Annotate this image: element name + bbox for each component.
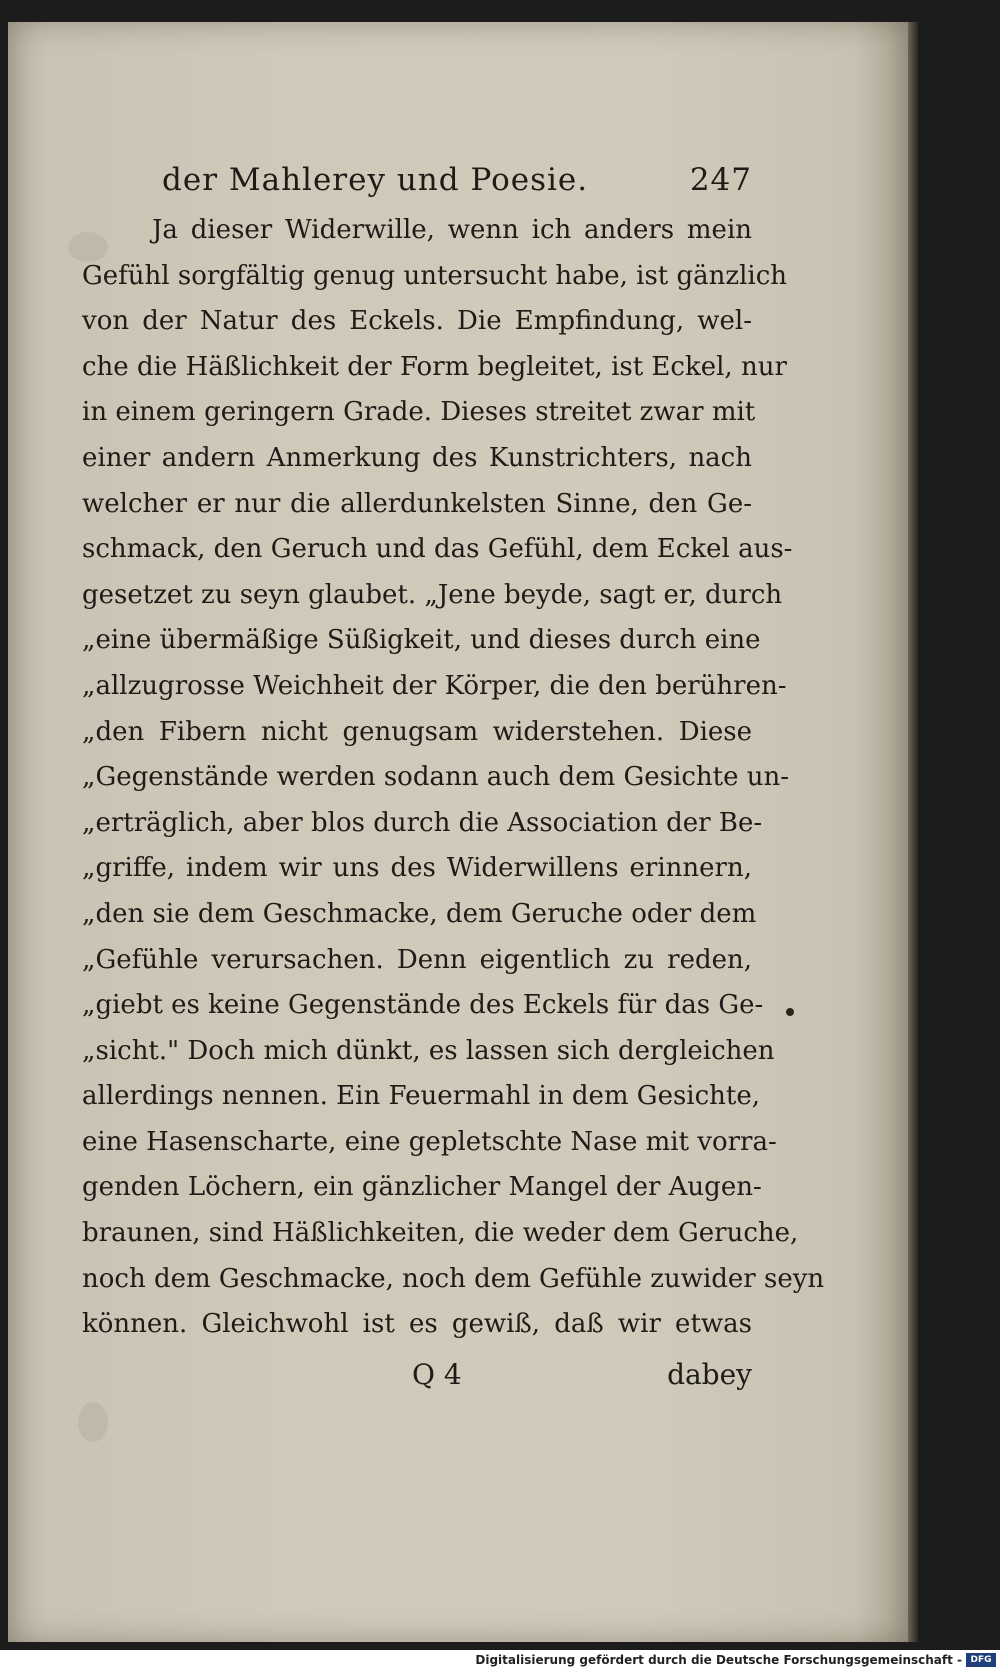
paper-stain	[78, 1402, 108, 1442]
text-line: eine Hasenscharte, eine gepletschte Nase mit vorra-	[82, 1126, 777, 1157]
text-line: noch dem Geschmacke, noch dem Gefühle zuwider seyn	[82, 1263, 825, 1294]
text-line: können. Gleichwohl ist es gewiß, daß wir etwas	[82, 1309, 752, 1340]
text-line: gesetzet zu seyn glaubet. „Jene beyde, sagt er, durch	[82, 579, 783, 610]
text-line: schmack, den Geruch und das Gefühl, dem Eckel aus-	[82, 534, 793, 565]
text-line: allerdings nennen. Ein Feuermahl in dem Gesichte,	[82, 1081, 761, 1112]
text-line: braunen, sind Häßlichkeiten, die weder dem Geruche,	[82, 1218, 799, 1249]
text-line: welcher er nur die allerdunkelsten Sinne, den Ge-	[82, 488, 752, 519]
text-line: „Gegenstände werden sodann auch dem Gesichte un-	[82, 762, 790, 793]
text-line: Ja dieser Widerwille, wenn ich anders mein	[152, 215, 752, 245]
credit-bar	[0, 1650, 1000, 1670]
text-line: genden Löchern, ein gänzlicher Mangel der Augen-	[82, 1172, 762, 1203]
signature-mark: Q 4	[412, 1357, 462, 1391]
text-line: „sicht." Doch mich dünkt, es lassen sich dergleichen	[82, 1035, 775, 1066]
page-text	[82, 160, 825, 1402]
text-line: „den sie dem Geschmacke, dem Geruche oder dem	[82, 898, 757, 929]
text-line: Gefühl sorgfältig genug untersucht habe, ist gänzlich	[82, 260, 788, 291]
text-line: che die Häßlichkeit der Form begleitet, ist Eckel, nur	[82, 351, 787, 382]
text-line: „Gefühle verursachen. Denn eigentlich zu reden,	[82, 944, 752, 975]
text-line: von der Natur des Eckels. Die Empfindung, wel-	[82, 306, 752, 337]
text-line: „allzugrosse Weichheit der Körper, die den berühren-	[82, 670, 787, 701]
text-line: einer andern Anmerkung des Kunstrichters, nach	[82, 442, 752, 473]
text-line: „griffe, indem wir uns des Widerwillens erinnern,	[82, 853, 752, 884]
running-title: der Mahlerey und Poesie.	[162, 162, 589, 198]
text-line: in einem geringern Grade. Dieses streitet zwar mit	[82, 397, 756, 428]
digitization-credit: Digitalisierung gefördert durch die Deutsche Forschungsgemeinschaft -	[475, 1653, 962, 1667]
text-line: „giebt es keine Gegenstände des Eckels für das Ge-	[82, 990, 764, 1021]
page-edge	[908, 22, 918, 1642]
ink-dot	[786, 1008, 794, 1016]
text-line: „erträglich, aber blos durch die Association der Be-	[82, 807, 763, 838]
page-number: 247	[689, 162, 752, 198]
text-line: „den Fibern nicht genugsam widerstehen. Diese	[82, 716, 752, 747]
page-footer	[82, 1352, 752, 1402]
running-header	[82, 160, 752, 208]
catchword: dabey	[667, 1357, 752, 1391]
text-line: „eine übermäßige Süßigkeit, und dieses durch eine	[82, 625, 761, 656]
dfg-logo: DFG	[966, 1653, 996, 1667]
